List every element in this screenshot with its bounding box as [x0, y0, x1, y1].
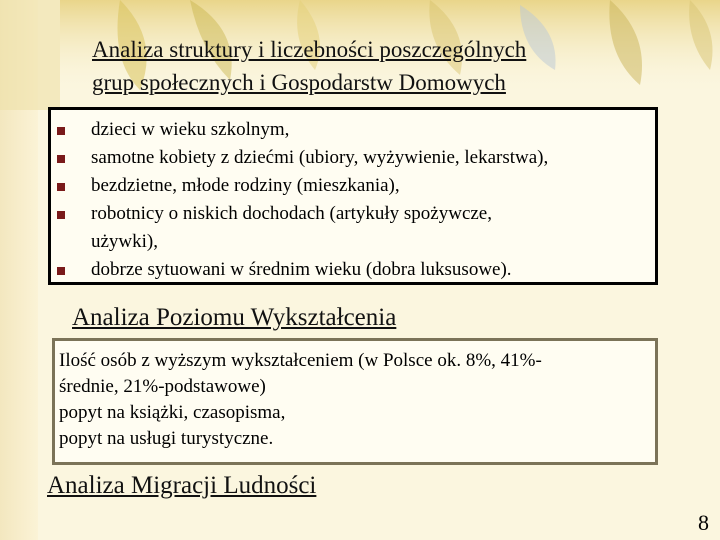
- education-line-1: Ilość osób z wyższym wykształceniem (w Polsce ok. 8%, 41%-: [59, 350, 542, 371]
- bullet-square-icon: [57, 127, 65, 135]
- education-line-2: średnie, 21%-podstawowe): [59, 376, 266, 397]
- education-line-3: popyt na książki, czasopisma,: [59, 402, 286, 423]
- list-item: dobrze sytuowani w średnim wieku (dobra luksusowe).: [51, 256, 651, 284]
- bullet-square-icon: [57, 267, 65, 275]
- bullet-square-icon: [57, 211, 65, 219]
- slide-title-line-1: Analiza struktury i liczebności poszczególnych: [92, 37, 527, 62]
- slide-title-line-2: grup społecznych i Gospodarstw Domowych: [92, 70, 506, 95]
- social-groups-list: [51, 116, 651, 284]
- education-line-4: popyt na usługi turystyczne.: [59, 428, 274, 449]
- page-number: 8: [698, 510, 709, 535]
- education-box: [52, 338, 658, 465]
- education-heading: Analiza Poziomu Wykształcenia: [72, 304, 397, 331]
- list-item: samotne kobiety z dziećmi (ubiory, wyżywienie, lekarstwa),: [51, 144, 651, 172]
- social-groups-box: [48, 107, 658, 285]
- bullet-square-icon: [57, 183, 65, 191]
- migration-heading: Analiza Migracji Ludności: [47, 472, 317, 499]
- list-item: bezdzietne, młode rodziny (mieszkania),: [51, 172, 651, 200]
- list-item: dzieci w wieku szkolnym,: [51, 116, 651, 144]
- bullet-square-icon: [57, 155, 65, 163]
- list-item: robotnicy o niskich dochodach (artykuły spożywcze, używki),: [51, 200, 651, 256]
- slide-title: [92, 33, 652, 99]
